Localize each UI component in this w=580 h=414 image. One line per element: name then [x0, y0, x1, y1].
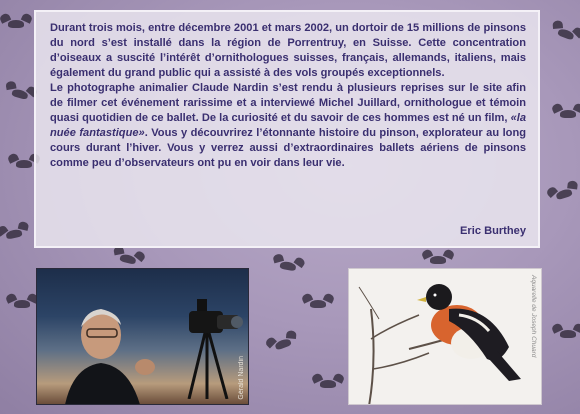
article-paragraph-2-start: Le photographe animalier Claude Nardin s’est rendu à plusieurs reprises sur le site afin de filmer cet événement rarissime et a interviewé Michel Juillard, ornithologue et témoin quasi quotidien de ce ballet. De la curiosité et du savoir de ces hommes est né un film, [50, 82, 526, 124]
bird-silhouette-icon [14, 300, 30, 308]
video-camera-icon [167, 289, 247, 399]
painting-credit: Aquarelle de Joseph Chuard [530, 275, 537, 358]
photographer-photo [36, 268, 249, 405]
photo-credit: Gérald Nardin [238, 356, 245, 400]
bird-silhouette-icon [274, 338, 292, 351]
author-signature: Eric Burthey [460, 225, 526, 237]
bird-silhouette-icon [320, 380, 336, 388]
article-text-box [34, 10, 540, 248]
bird-silhouette-icon [430, 256, 446, 264]
bird-silhouette-icon [119, 253, 136, 265]
brambling-watercolor [348, 268, 542, 405]
bird-silhouette-icon [5, 228, 22, 239]
bird-silhouette-icon [557, 28, 575, 41]
bird-silhouette-icon [8, 20, 24, 28]
bird-silhouette-icon [279, 261, 296, 272]
photographer-figure [59, 297, 159, 405]
bird-silhouette-icon [16, 160, 32, 168]
article-paragraph-2 [50, 81, 526, 171]
bird-silhouette-icon [555, 188, 573, 201]
bird-silhouette-icon [560, 330, 576, 338]
film-title: «la nuée fantastique» [50, 112, 526, 139]
brambling-bird-illustration [349, 269, 542, 405]
bird-silhouette-icon [11, 88, 29, 100]
bird-silhouette-icon [560, 110, 576, 118]
bird-silhouette-icon [310, 300, 326, 308]
article-paragraph-2-end: . Vous y découvrirez l’étonnante histoire du pinson, explorateur au long cours durant l’hiver. Vous y verrez aussi d’extraordinaires ballets aériens de pinsons comme peu d’observateurs ont pu en voir dans leur vie. [50, 127, 526, 169]
article-paragraph-1: Durant trois mois, entre décembre 2001 et mars 2002, un dortoir de 15 millions de pinsons du nord s’est installé dans la région de Porrentruy, en Suisse. Cette concentration d’oiseaux a suscité l’intérêt d’ornithologues suisses, français, allemands, italiens, mais également du grand public qui a assisté à des vols groupés exceptionnels. [50, 22, 526, 79]
